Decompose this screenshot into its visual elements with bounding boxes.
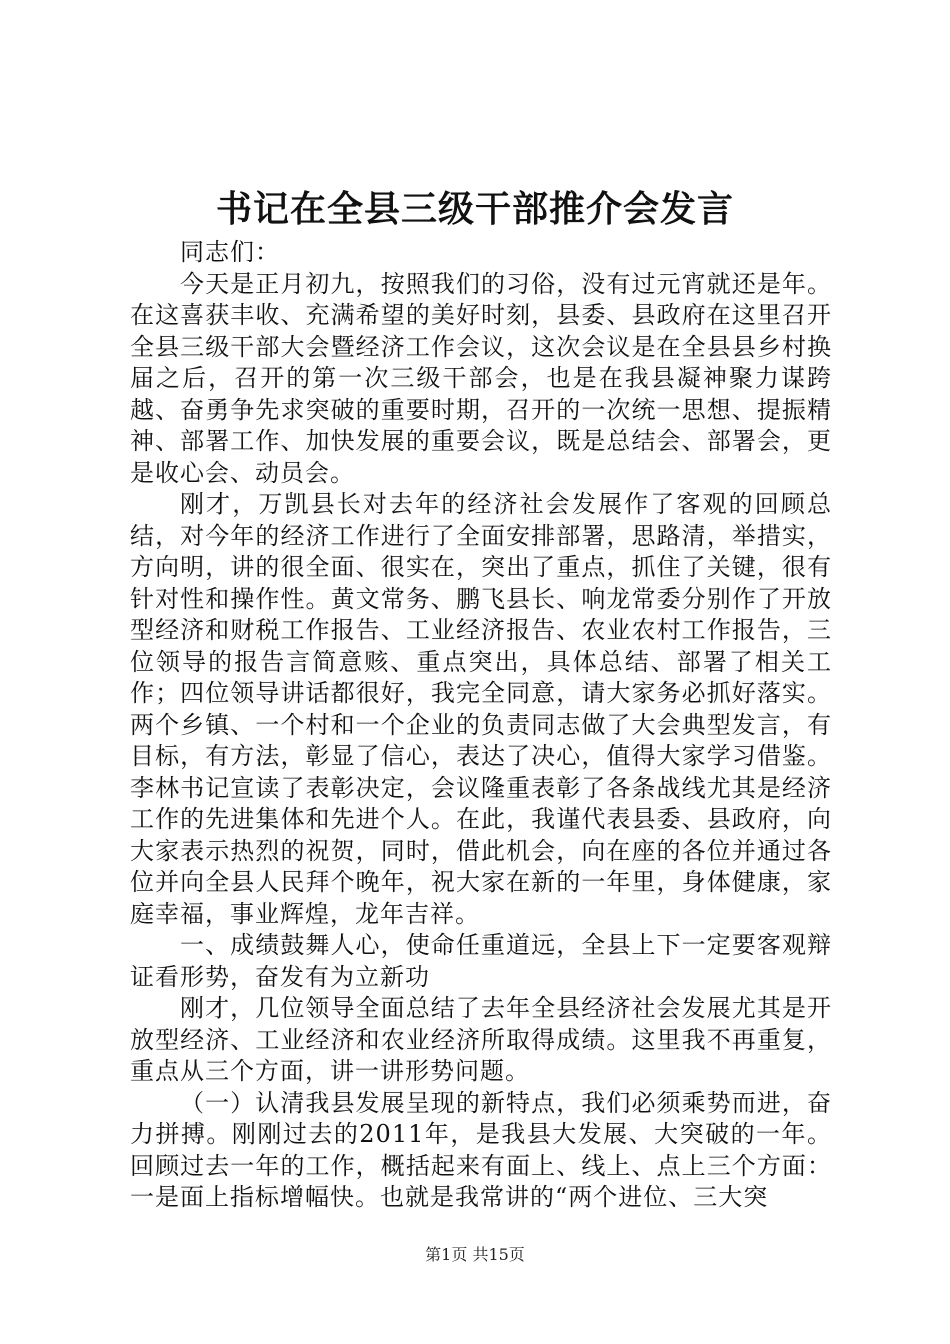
section-heading: 一、成绩鼓舞人心，使命任重道远，全县上下一定要客观辩证看形势，奋发有为立新功	[130, 931, 832, 991]
body-paragraph: 刚才，万凯县长对去年的经济社会发展作了客观的回顾总结，对今年的经济工作进行了全面安排部署，思路清，举措实，方向明，讲的很全面、很实在，突出了重点，抓住了关键，很有针对性和操作性。黄文常务、鹏飞县长、响龙常委分别作了开放型经济和财税工作报告、工业经济报告、农业农村工作报告，三位领导的报告言简意赅、重点突出，具体总结、部署了相关工作；四位领导讲话都很好，我完全同意，请大家务必抓好落实。两个乡镇、一个村和一个企业的负责同志做了大会典型发言，有目标，有方法，彰显了信心，表达了决心，值得大家学习借鉴。李林书记宣读了表彰决定，会议隆重表彰了各条战线尤其是经济工作的先进集体和先进个人。在此，我谨代表县委、县政府，向大家表示热烈的祝贺，同时，借此机会，向在座的各位并通过各位并向全县人民拜个晚年，祝大家在新的一年里，身体健康，家庭幸福，事业辉煌，龙年吉祥。	[130, 490, 832, 928]
document-body	[130, 237, 832, 1214]
page-number-footer: 第1页 共15页	[425, 1245, 525, 1264]
subsection-paragraph: （一）认清我县发展呈现的新特点，我们必须乘势而进，奋力拼搏。刚刚过去的2011年，是我县大发展、大突破的一年。回顾过去一年的工作，概括起来有面上、线上、点上三个方面：一是面上指标增幅快。也就是我常讲的“两个进位、三大突	[130, 1088, 832, 1211]
body-paragraph: 刚才，几位领导全面总结了去年全县经济社会发展尤其是开放型经济、工业经济和农业经济所取得成绩。这里我不再重复，重点从三个方面，讲一讲形势问题。	[130, 994, 832, 1085]
document-title: 书记在全县三级干部推介会发言	[215, 188, 734, 230]
body-paragraph: 今天是正月初九，按照我们的习俗，没有过元宵就还是年。在这喜获丰收、充满希望的美好时刻，县委、县政府在这里召开全县三级干部大会暨经济工作会议，这次会议是在全县县乡村换届之后，召开的第一次三级干部会，也是在我县凝神聚力谋跨越、奋勇争先求突破的重要时期，召开的一次统一思想、提振精神、部署工作、加快发展的重要会议，既是总结会、部署会，更是收心会、动员会。	[130, 269, 832, 487]
salutation-paragraph: 同志们：	[180, 238, 280, 266]
